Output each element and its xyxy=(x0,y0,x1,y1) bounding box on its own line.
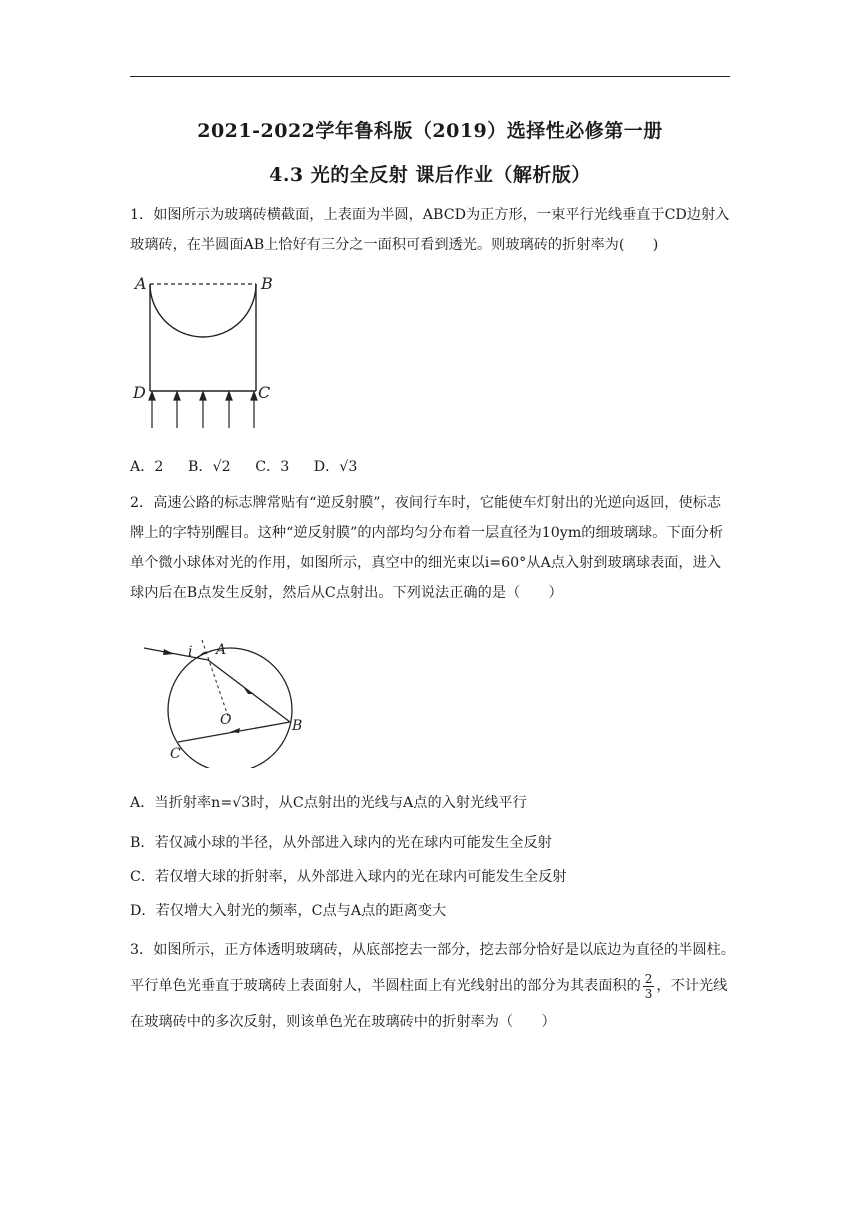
question-1-text: 1．如图所示为玻璃砖横截面，上表面为半圆，ABCD为正方形，一束平行光线垂直于CD边射入玻璃砖，在半圆面AB上恰好有三分之一面积可看到透光。则玻璃砖的折射率为( ) xyxy=(130,207,730,253)
label-b: B xyxy=(261,274,273,293)
label-c: C xyxy=(258,383,271,402)
label-b: B xyxy=(292,718,303,734)
question-2-option-d: D．若仅增大入射光的频率，C点与A点的距离变大 xyxy=(130,903,447,919)
question-1-figure xyxy=(130,270,290,435)
fraction-numerator: 2 xyxy=(644,971,653,986)
label-c: C xyxy=(170,746,181,762)
question-3-text xyxy=(130,932,735,1040)
question-2-option-c: C．若仅增大球的折射率，从外部进入球内的光在球内可能发生全反射 xyxy=(130,869,567,885)
question-2-text: 2．高速公路的标志牌常贴有“逆反射膜”，夜间行车时，它能使车灯射出的光逆向返回，使标志牌上的字特别醒目。这种“逆反射膜”的内部均匀分布着一层直径为10ym的细玻璃球。下面分析单个微小球体对光的作用，如图所示，真空中的细光束以i=60°从A点入射到玻璃球表面，进入球内后在B点发生反射，然后从C点射出。下列说法正确的是（ ） xyxy=(130,495,724,601)
label-a: A xyxy=(135,274,147,293)
label-d: D xyxy=(133,383,146,402)
option-c: C．3 xyxy=(255,459,290,475)
top-rule xyxy=(130,76,730,77)
question-2-option-b: B．若仅减小球的半径，从外部进入球内的光在球内可能发生全反射 xyxy=(130,835,552,851)
option-a: A．2 xyxy=(130,459,164,475)
question-1-options xyxy=(130,456,377,476)
incident-arrows xyxy=(149,392,257,428)
question-2-figure xyxy=(140,638,320,768)
incident-ray xyxy=(144,648,208,660)
question-2-option-a: A．当折射率n=√3时，从C点射出的光线与A点的入射光线平行 xyxy=(130,795,527,811)
label-a: A xyxy=(216,642,227,658)
semicircle-arc xyxy=(150,284,256,337)
label-i: i xyxy=(188,644,193,660)
glass-sphere xyxy=(168,648,292,768)
option-b: B．√2 xyxy=(187,459,231,475)
label-o: O xyxy=(220,712,232,728)
fraction xyxy=(643,972,655,1001)
option-d: D．√3 xyxy=(313,459,358,475)
question-3-text-after: ，不计光线在玻璃砖中的多次反射，则该单色光在玻璃砖中的折射率为（ ） xyxy=(130,978,728,1030)
question-3-text-before: 3．如图所示，正方体透明玻璃砖，从底部挖去一部分，挖去部分恰好是以底边为直径的半圆柱。平行单色光垂直于玻璃砖上表面射人，半圆柱面上有光线射出的部分为其表面积的 xyxy=(130,942,735,994)
fraction-denominator: 3 xyxy=(644,986,653,1001)
document-title: 2021-2022学年鲁科版（2019）选择性必修第一册 xyxy=(197,120,663,142)
document-subtitle: 4.3 光的全反射 课后作业（解析版） xyxy=(269,164,591,186)
